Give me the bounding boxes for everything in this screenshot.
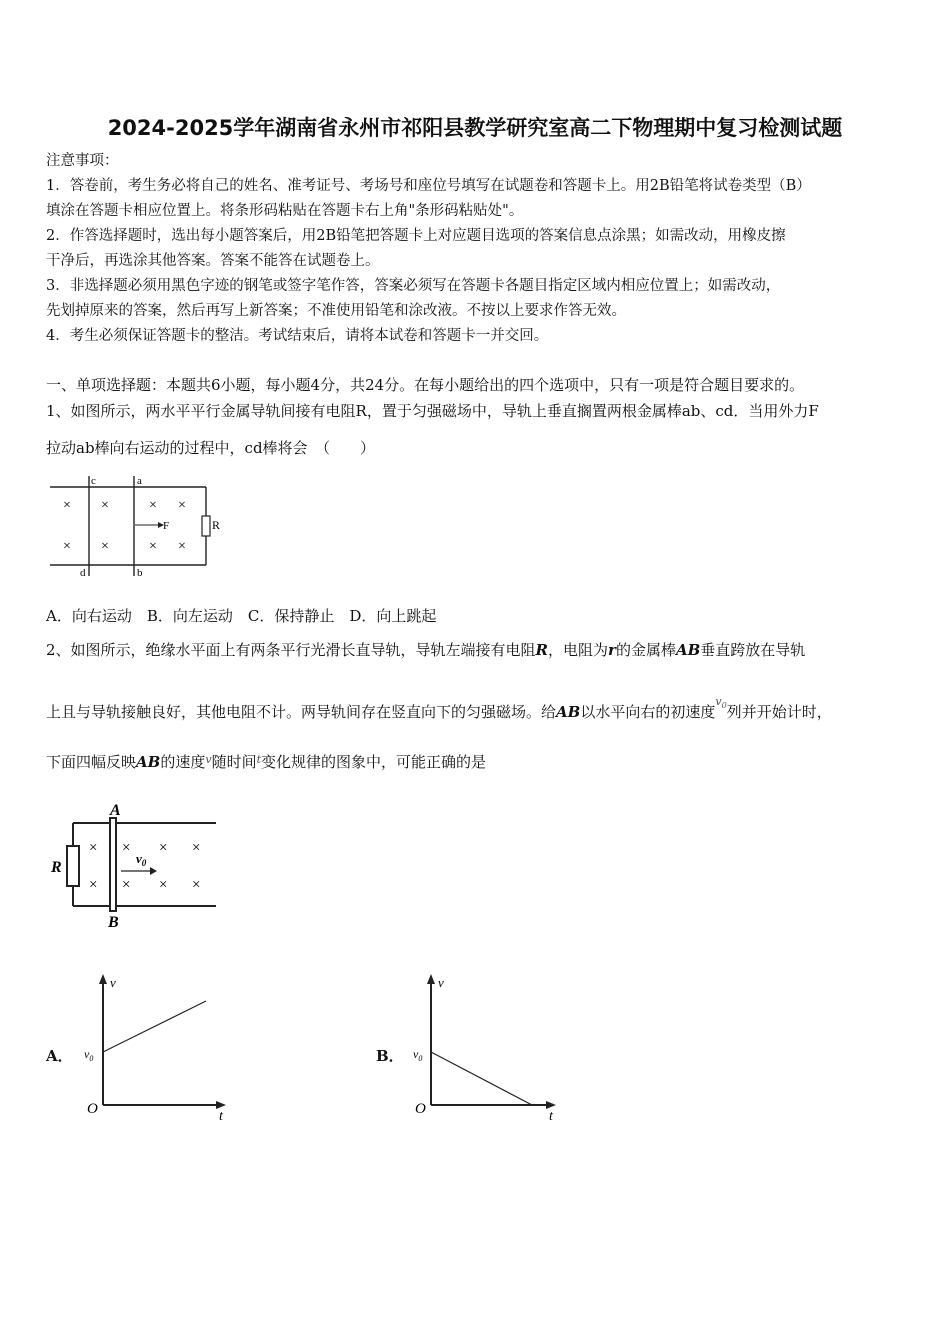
axis-v: v	[438, 975, 444, 990]
q1-options: A．向右运动 B．向左运动 C．保持静止 D．向上跳起	[46, 607, 437, 625]
notice-line: 填涂在答题卡相应位置上。将条形码粘贴在答题卡右上角"条形码粘贴处"。	[46, 203, 524, 219]
graph-a	[80, 968, 240, 1128]
axis-t: t	[219, 1109, 223, 1124]
option-a-label: A．	[46, 1047, 73, 1065]
field-cross: ×	[89, 840, 98, 856]
field-cross: ×	[101, 539, 109, 554]
velocity-line	[103, 1001, 206, 1052]
q1-rail-diagram	[44, 472, 234, 582]
axis-t: t	[549, 1109, 553, 1124]
field-cross: ×	[101, 498, 109, 513]
field-cross: ×	[149, 498, 157, 513]
field-cross: ×	[122, 877, 131, 893]
option-b-label: B．	[376, 1047, 404, 1065]
label-A: A	[110, 802, 121, 819]
field-cross: ×	[63, 539, 71, 554]
label-R: R	[51, 859, 62, 876]
field-cross: ×	[89, 877, 98, 893]
label-F: F	[163, 520, 170, 532]
axis-v: v	[110, 975, 116, 990]
field-cross: ×	[192, 840, 201, 856]
notice-line: 先划掉原来的答案，然后再写上新答案；不准使用铅笔和涂改液。不按以上要求作答无效。	[46, 303, 626, 319]
v0-label: $v_0$	[84, 1047, 94, 1063]
origin: O	[87, 1101, 98, 1117]
graph-b	[410, 968, 570, 1128]
origin: O	[415, 1101, 426, 1117]
field-cross: ×	[159, 840, 168, 856]
label-B: B	[108, 914, 119, 931]
label-a: a	[137, 475, 142, 487]
field-cross: ×	[149, 539, 157, 554]
q2-stem-line2: 上且与导轨接触良好，其他电阻不计。两导轨间存在竖直向下的匀强磁场。给AB以水平向右的初速度$^{v_0}$列并开始计时，	[46, 695, 832, 721]
label-d: d	[80, 567, 86, 579]
field-cross: ×	[122, 840, 131, 856]
notice-heading: 注意事项：	[46, 153, 119, 169]
notice-line: 1．答卷前，考生务必将自己的姓名、准考证号、考场号和座位号填写在试题卷和答题卡上。用2B铅笔将试卷类型（B）	[46, 178, 811, 194]
field-cross: ×	[178, 539, 186, 554]
notice-line: 4．考生必须保证答题卡的整洁。考试结束后，请将本试卷和答题卡一并交回。	[46, 328, 549, 344]
q2-rail-diagram	[44, 800, 234, 935]
label-v0: $v_0$	[136, 851, 147, 868]
q1-stem-line1: 1、如图所示，两水平平行金属导轨间接有电阻R，置于匀强磁场中，导轨上垂直搁置两根金属棒ab、cd．当用外力F	[46, 402, 819, 420]
label-b: b	[137, 567, 143, 579]
notice-line: 干净后，再选涂其他答案。答案不能答在试题卷上。	[46, 253, 380, 269]
field-cross: ×	[192, 877, 201, 893]
q1-stem-line2: 拉动ab棒向右运动的过程中，cd棒将会 （ ）	[46, 439, 376, 457]
field-cross: ×	[159, 877, 168, 893]
field-cross: ×	[63, 498, 71, 513]
velocity-line	[431, 1052, 532, 1105]
q2-stem-line1: 2、如图所示，绝缘水平面上有两条平行光滑长直导轨，导轨左端接有电阻R，电阻为r的金属棒AB垂直跨放在导轨	[46, 641, 806, 659]
label-R: R	[212, 518, 221, 532]
section-heading: 一、单项选择题：本题共6小题，每小题4分，共24分。在每小题给出的四个选项中，只有一项是符合题目要求的。	[46, 376, 805, 394]
page-title: 2024-2025学年湖南省永州市祁阳县教学研究室高二下物理期中复习检测试题	[107, 116, 843, 140]
notice-line: 3．非选择题必须用黑色字迹的钢笔或签字笔作答，答案必须写在答题卡各题目指定区域内相应位置上；如需改动，	[46, 278, 781, 294]
field-cross: ×	[178, 498, 186, 513]
notice-line: 2．作答选择题时，选出每小题答案后，用2B铅笔把答题卡上对应题目选项的答案信息点涂黑；如需改动，用橡皮擦	[46, 228, 786, 244]
label-c: c	[91, 475, 96, 487]
v0-label: $v_0$	[413, 1047, 423, 1063]
q2-stem-line3: 下面四幅反映AB的速度$^v$随时间$^t$变化规律的图象中，可能正确的是	[46, 753, 487, 771]
